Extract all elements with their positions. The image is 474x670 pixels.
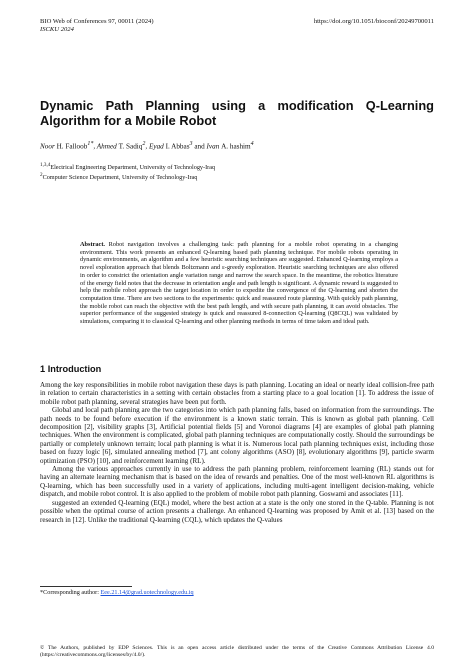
- author-given: Ahmed: [96, 142, 117, 151]
- paragraph: suggested an extended Q-learning (EQL) model, where the best action at a state is the only one stored in the Q-table. Planning is not possible when the optimal course of action presents a challenge. An enhanced Q-learning was proposed by Amit et al. [13] based on the research in [12]. Unlike the traditional Q-learning (CQL), which updates the Q-values: [40, 498, 434, 524]
- author-list: Noor H. Falloob$^{1*}$, Ahmed T. Sadiq$^2$, Eyad I. Abbas$^3$ and Ivan A. hashim$^4$: [40, 141, 254, 151]
- author-given: Noor: [40, 142, 55, 151]
- paragraph: Among the key responsibilities in mobile robot navigation these days is path planning. Locating an ideal or nearly ideal collision-free path in relation to certain characteristics in a setting with certain obstacles from a starting place to a goal location [1]. To address the issue of mobile robot path planning, several strategies have been put forth.: [40, 381, 434, 406]
- footnote-rule: [40, 586, 132, 587]
- abstract-label: Abstract.: [80, 241, 106, 248]
- author-family: I. Abbas: [165, 142, 190, 151]
- body-text: [40, 381, 434, 524]
- section-title: Introduction: [47, 364, 102, 374]
- title-line: Dynamic Path Planning using a modification Q-Learning: [40, 98, 434, 113]
- email-link[interactable]: Eee.21.14@grad.uotechnology.edu.iq: [100, 589, 194, 596]
- author-family: A. hashim: [221, 142, 251, 151]
- journal-citation: BIO Web of Conferences 97, 00011 (2024): [40, 18, 154, 25]
- title-line: Algorithm for a Mobile Robot: [40, 113, 217, 128]
- abstract-text: Robot navigation involves a challenging task: path planning for a mobile robot operating in a changing environment. This work presents an enhanced Q-learning based path planning technique. For mobile robots operating in dynamic environments, an algorithm and a few heuristic searching techniques are suggested. Enhanced Q-learning employs a novel exploration approach that blends Boltzmann and ε-greedy exploration. Heuristic searching techniques are also offered in order to constrict the orientation angle variation range and narrow the search space. In the meantime, the robotics literature of the energy field notes that the decrease in orientation angle and path length is significant. A dynamic reward is suggested to help the mobile robot approach the target location in order to expedite the convergence of the Q-learning and shorten the computation time. There are two sections to the experiments: quick and reassured route planning. With quickly path planning, the mobile robot can reach the objective with the best path length, and with secure path planning, it can avoid obstacles. The superior performance of the suggested strategy is quick and reassured 8-connection Q-learning (Q8CQL) was validated by simulations, comparing it to classical Q-learning and other planning methods in terms of time taken and ideal path.: [80, 241, 398, 326]
- section-heading: [40, 364, 101, 374]
- affiliation: $^{1,3,4}$Electrical Engineering Department, University of Technology-Iraq: [40, 162, 216, 172]
- paragraph: Among the various approaches currently in use to address the path planning problem, reinforcement learning (RL) stands out for having an alternate learning mechanism that is based on the idea of rewards and penalties. One of the most well-known RL algorithms is Q-learning, which has been successfully used in a variety of applications, including multi-agent intelligent decision-making, vehicle dispatch, and mobile robot control. It is also applied to the problem of mobile robot path planning. Goswami and associates [11].: [40, 465, 434, 499]
- author-sup: 4: [250, 141, 254, 147]
- conference-name: ISCKU 2024: [40, 26, 74, 33]
- abstract: [80, 241, 398, 326]
- author-sup: 2: [142, 141, 146, 147]
- author-family: T. Sadiq: [118, 142, 143, 151]
- author-given: Eyad: [148, 142, 164, 151]
- author-family: H. Falloob: [56, 142, 88, 151]
- footnote-label: *Corresponding author:: [40, 589, 99, 596]
- author-sup: 1*: [87, 141, 94, 147]
- footnote: [40, 589, 194, 596]
- author-sup: 3: [189, 141, 193, 147]
- paper-title: [40, 98, 434, 128]
- affiliations: [40, 162, 215, 181]
- affiliation: $^2$Computer Science Department, University of Technology-Iraq: [40, 171, 198, 181]
- paragraph: Global and local path planning are the two categories into which path planning falls, based on information from the surroundings. The path needs to be found before execution if the environment is a known static terrain. This is known as global path planning. Cell decomposition [2], visibility graphs [3], Artificial potential fields [5] and Voronoi diagrams [4] are examples of global path planning techniques. When the environment is complicated, global path planning techniques are computationally costly. Should the surroundings be partially or completely unknown terrain; local path planning is what it is. Numerous local path planning techniques exist, including those based on fuzzy logic [6], simulated annealing method [7], ant colony algorithms (ASO) [8], evolutionary algorithms [9], particle swarm optimization (PSO) [10], and reinforcement learning (RL).: [40, 406, 434, 465]
- running-header: [40, 18, 434, 34]
- author-given: Ivan: [206, 142, 220, 151]
- license-footer: © The Authors, published by EDP Sciences. This is an open access article distributed under the terms of the Creative Commons Attribution License 4.0 (https://creativecommons.org/licenses/by/4.0/).: [40, 645, 434, 658]
- section-number: 1: [40, 364, 46, 374]
- doi-link[interactable]: https://doi.org/10.1051/bioconf/20249700011: [313, 18, 434, 25]
